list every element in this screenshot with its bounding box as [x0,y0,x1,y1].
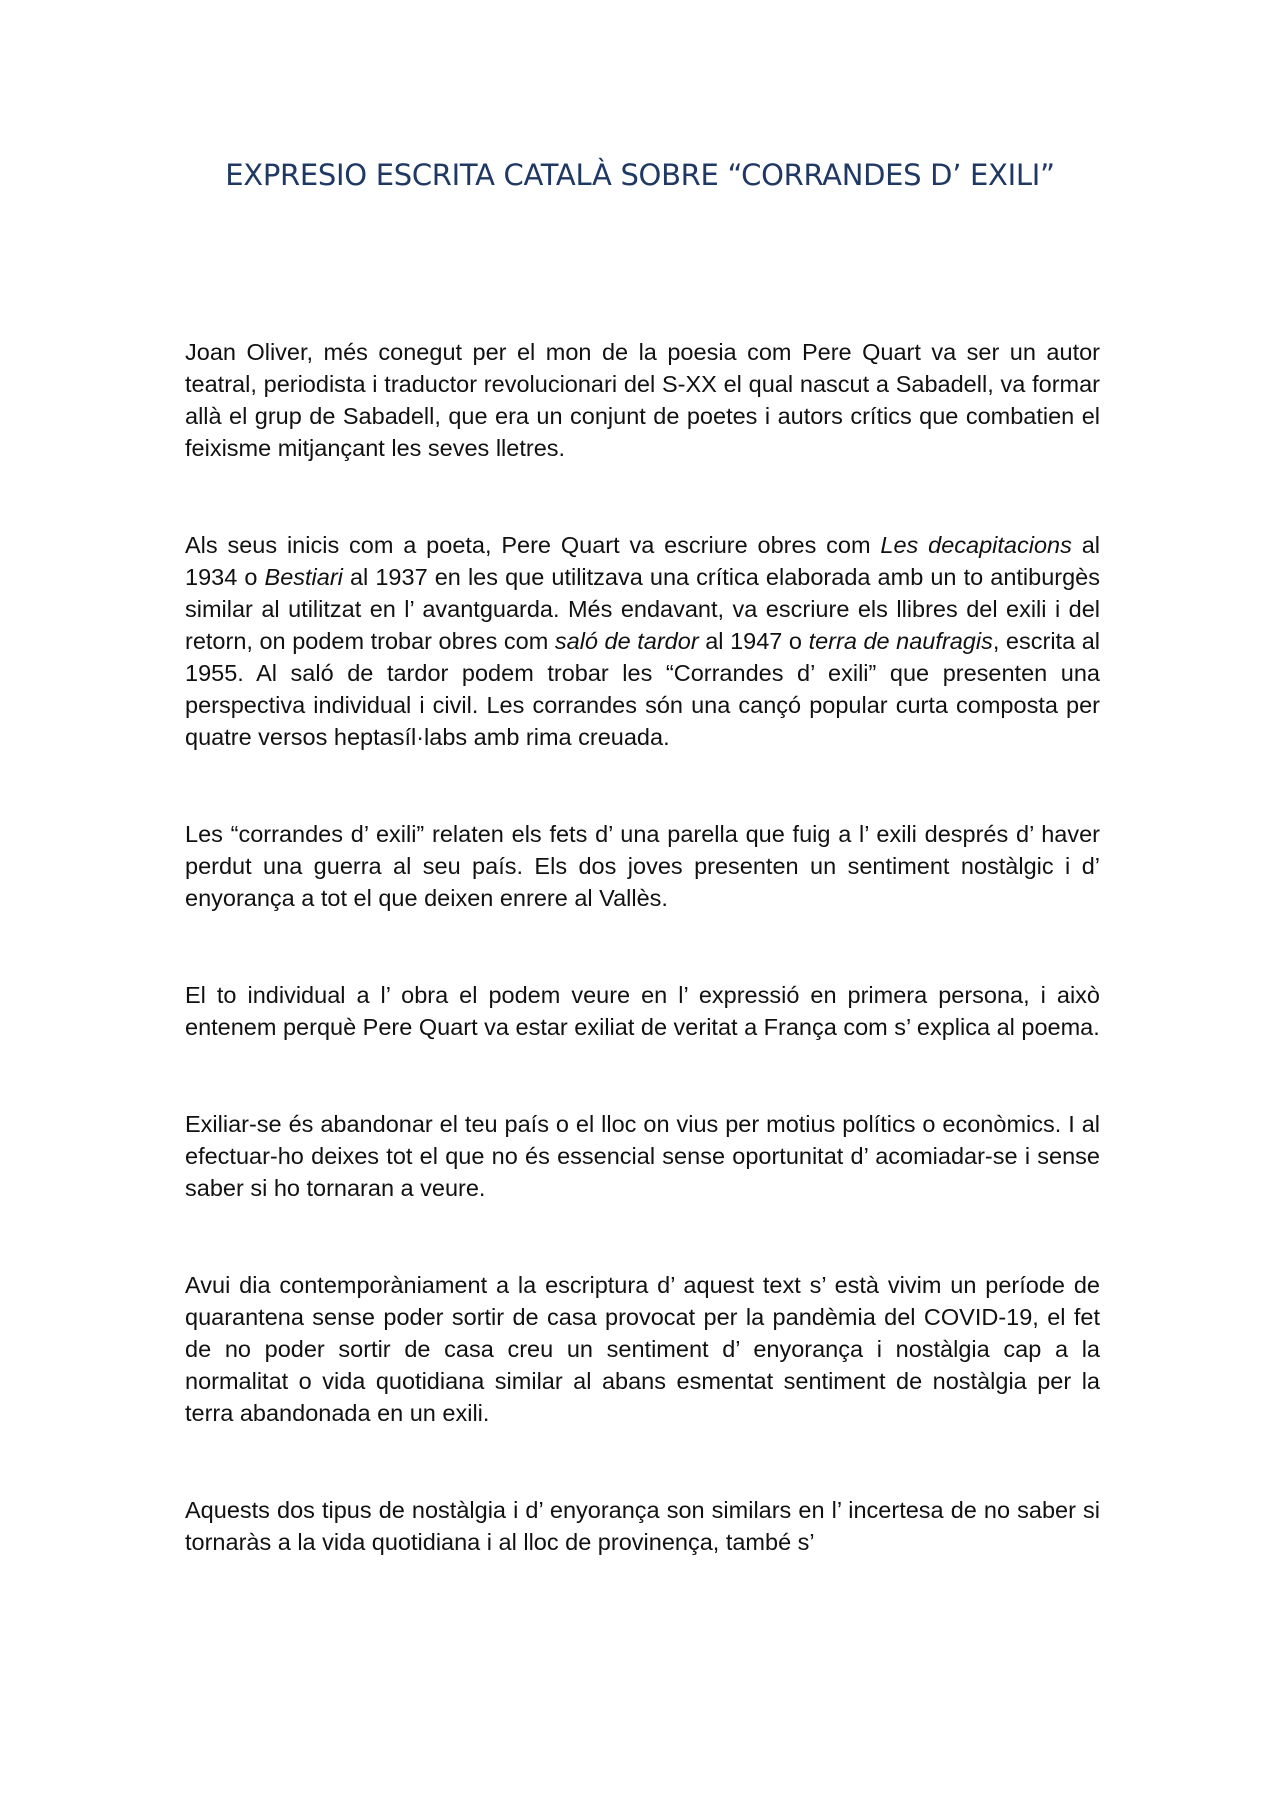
work-title-salo-de-tardor: saló de tardor [554,628,699,654]
paragraph-2-text: al 1947 o [698,628,809,654]
work-title-bestiari: Bestiari [264,564,343,590]
work-title-terra-de-naufragis: terra de naufragis [808,628,993,654]
paragraph-2-text: Als seus inicis com a poeta, Pere Quart va escriure obres com [185,532,881,558]
paragraph-7: Aquests dos tipus de nostàlgia i d’ enyorança son similars en l’ incertesa de no saber si tornaràs a la vida quotidiana i al lloc de provinença, també s’ [185,1497,1100,1555]
paragraph-6: Avui dia contemporàniament a la escriptura d’ aquest text s’ està vivim un període de quarantena sense poder sortir de casa provocat per la pandèmia del COVID-19, el fet de no poder sortir de casa creu un sentiment d’ enyorança i nostàlgia cap a la normalitat o vida quotidiana similar al abans esmentat sentiment de nostàlgia per la terra abandonada en un exili. [185,1272,1100,1426]
document-title: EXPRESIO ESCRITA CATALÀ SOBRE “CORRANDES D’ EXILI” [225,158,1055,192]
paragraph-4: El to individual a l’ obra el podem veure en l’ expressió en primera persona, i això entenem perquè Pere Quart va estar exiliat de veritat a França com s’ explica al poema. [185,982,1100,1040]
paragraph-1: Joan Oliver, més conegut per el mon de la poesia com Pere Quart va ser un autor teatral, periodista i traductor revolucionari del S-XX el qual nascut a Sabadell, va formar allà el grup de Sabadell, que era un conjunt de poetes i autors crítics que combatien el feixisme mitjançant les seves lletres. [185,339,1100,461]
work-title-les-decapitacions: Les decapitacions [880,532,1072,558]
paragraph-2-text: , escrita al 1955. Al saló de tardor podem trobar les “Corrandes d’ exili” que presenten una perspectiva individual i civil. Les corrandes són una cançó popular curta composta per quatre versos heptasíl·labs amb rima creuada. [185,628,1100,750]
paragraph-2-text: al 1937 en les que utilitzava una crítica elaborada amb un to antiburgès similar al utilitzat en l’ avantguarda. Més endavant, va escriure els llibres del exili i del retorn, on podem trobar obres com [185,564,1101,654]
paragraph-3: Les “corrandes d’ exili” relaten els fets d’ una parella que fuig a l’ exili després d’ haver perdut una guerra al seu país. Els dos joves presenten un sentiment nostàlgic i d’ enyorança a tot el que deixen enrere al Vallès. [185,821,1100,911]
paragraph-2-text: al 1934 o [185,532,1100,590]
document-body [185,336,1100,1623]
paragraph-5: Exiliar-se és abandonar el teu país o el lloc on vius per motius polítics o econòmics. I al efectuar-ho deixes tot el que no és essencial sense oportunitat d’ acomiadar-se i sense saber si ho tornaran a veure. [185,1111,1100,1201]
paragraph-2 [185,529,1100,753]
